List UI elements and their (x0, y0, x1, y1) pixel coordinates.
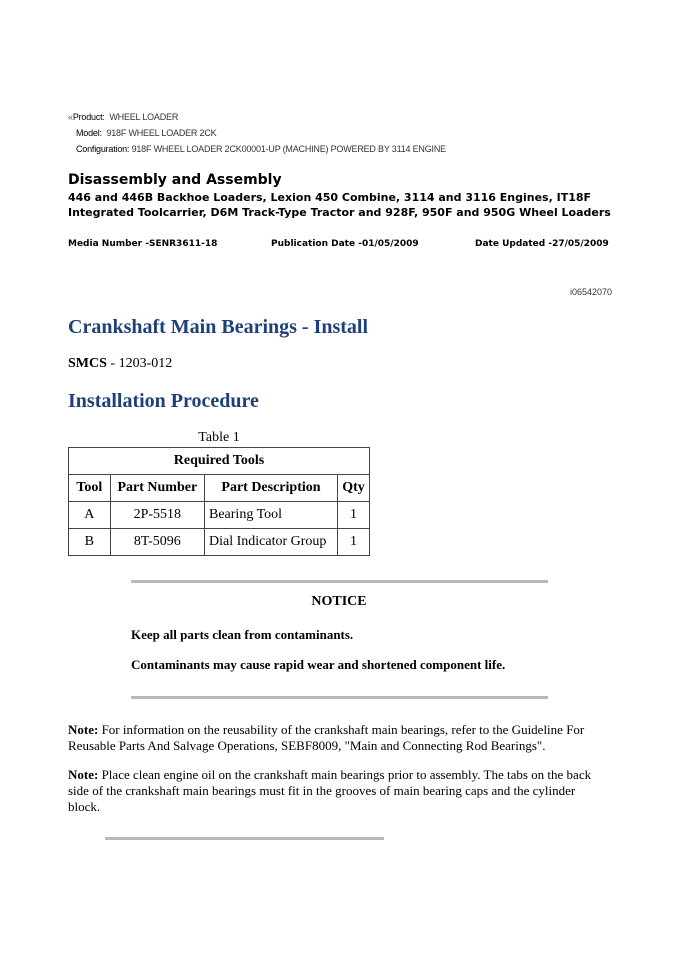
table-cell: Dial Indicator Group (205, 529, 338, 556)
table-heading: Required Tools (69, 448, 370, 475)
model-line (76, 128, 216, 138)
table-cell: B (69, 529, 111, 556)
table-cell: Bearing Tool (205, 502, 338, 529)
table-caption: Table 1 (198, 430, 240, 445)
required-tools-table (68, 447, 370, 556)
config-key: Configuration: (76, 144, 130, 154)
table-cell: A (69, 502, 111, 529)
smcs-label: SMCS (68, 356, 107, 371)
note-label: Note: (68, 767, 99, 782)
notice-line-2: Contaminants may cause rapid wear and shortened component life. (131, 657, 506, 672)
note-label: Note: (68, 722, 99, 737)
notice-top-divider (131, 580, 548, 583)
notice-bottom-divider (131, 696, 548, 699)
product-line (68, 112, 178, 122)
table-cell: 2P-5518 (110, 502, 204, 529)
note-text: For information on the reusability of the crankshaft main bearings, refer to the Guideline For Reusable Parts And Salvage Operations, SEBF8009, "Main and Connecting Rod Bearings". (68, 722, 585, 753)
note-paragraph (68, 767, 608, 815)
column-header: Part Number (110, 475, 204, 502)
procedure-title: Installation Procedure (68, 390, 259, 412)
table-cell: 1 (337, 502, 369, 529)
column-header: Tool (69, 475, 111, 502)
table-cell: 1 (337, 529, 369, 556)
table-row (69, 529, 370, 556)
date-updated: Date Updated -27/05/2009 (475, 239, 609, 249)
notice-title: NOTICE (311, 594, 367, 609)
column-header: Part Description (205, 475, 338, 502)
table-row (69, 502, 370, 529)
publication-date: Publication Date -01/05/2009 (271, 239, 419, 249)
smcs-line (68, 356, 172, 372)
doc-subtitle: 446 and 446B Backhoe Loaders, Lexion 450 Combine, 3114 and 3116 Engines, IT18F Integrated Toolcarrier, D6M Track-Type Tractor and 928F, 950F and 950G Wheel Loaders (68, 191, 611, 219)
section-title: Crankshaft Main Bearings - Install (68, 316, 369, 338)
media-number: Media Number -SENR3611-18 (68, 239, 218, 249)
table-cell: 8T-5096 (110, 529, 204, 556)
column-header: Qty (337, 475, 369, 502)
table-heading-row (69, 448, 370, 475)
smcs-value: - 1203-012 (106, 356, 173, 371)
config-value: 918F WHEEL LOADER 2CK00001-UP (MACHINE) POWERED BY 3114 ENGINE (131, 144, 446, 154)
model-value: 918F WHEEL LOADER 2CK (106, 128, 217, 138)
doc-title: Disassembly and Assembly (68, 172, 282, 188)
back-arrows-icon[interactable]: « (68, 112, 73, 122)
illustration-id: i06542070 (569, 287, 612, 297)
notice-line-1: Keep all parts clean from contaminants. (131, 627, 354, 642)
product-value: WHEEL LOADER (109, 112, 179, 122)
model-key: Model: (76, 128, 102, 138)
product-key: Product: (72, 112, 105, 122)
configuration-line (76, 144, 446, 154)
note-text: Place clean engine oil on the crankshaft main bearings prior to assembly. The tabs on the back side of the crankshaft main bearings must fit in the grooves of main bearing caps and the cylinder block. (68, 767, 592, 814)
note-paragraph (68, 722, 608, 754)
bottom-divider (105, 837, 384, 840)
table-header-row (69, 475, 370, 502)
